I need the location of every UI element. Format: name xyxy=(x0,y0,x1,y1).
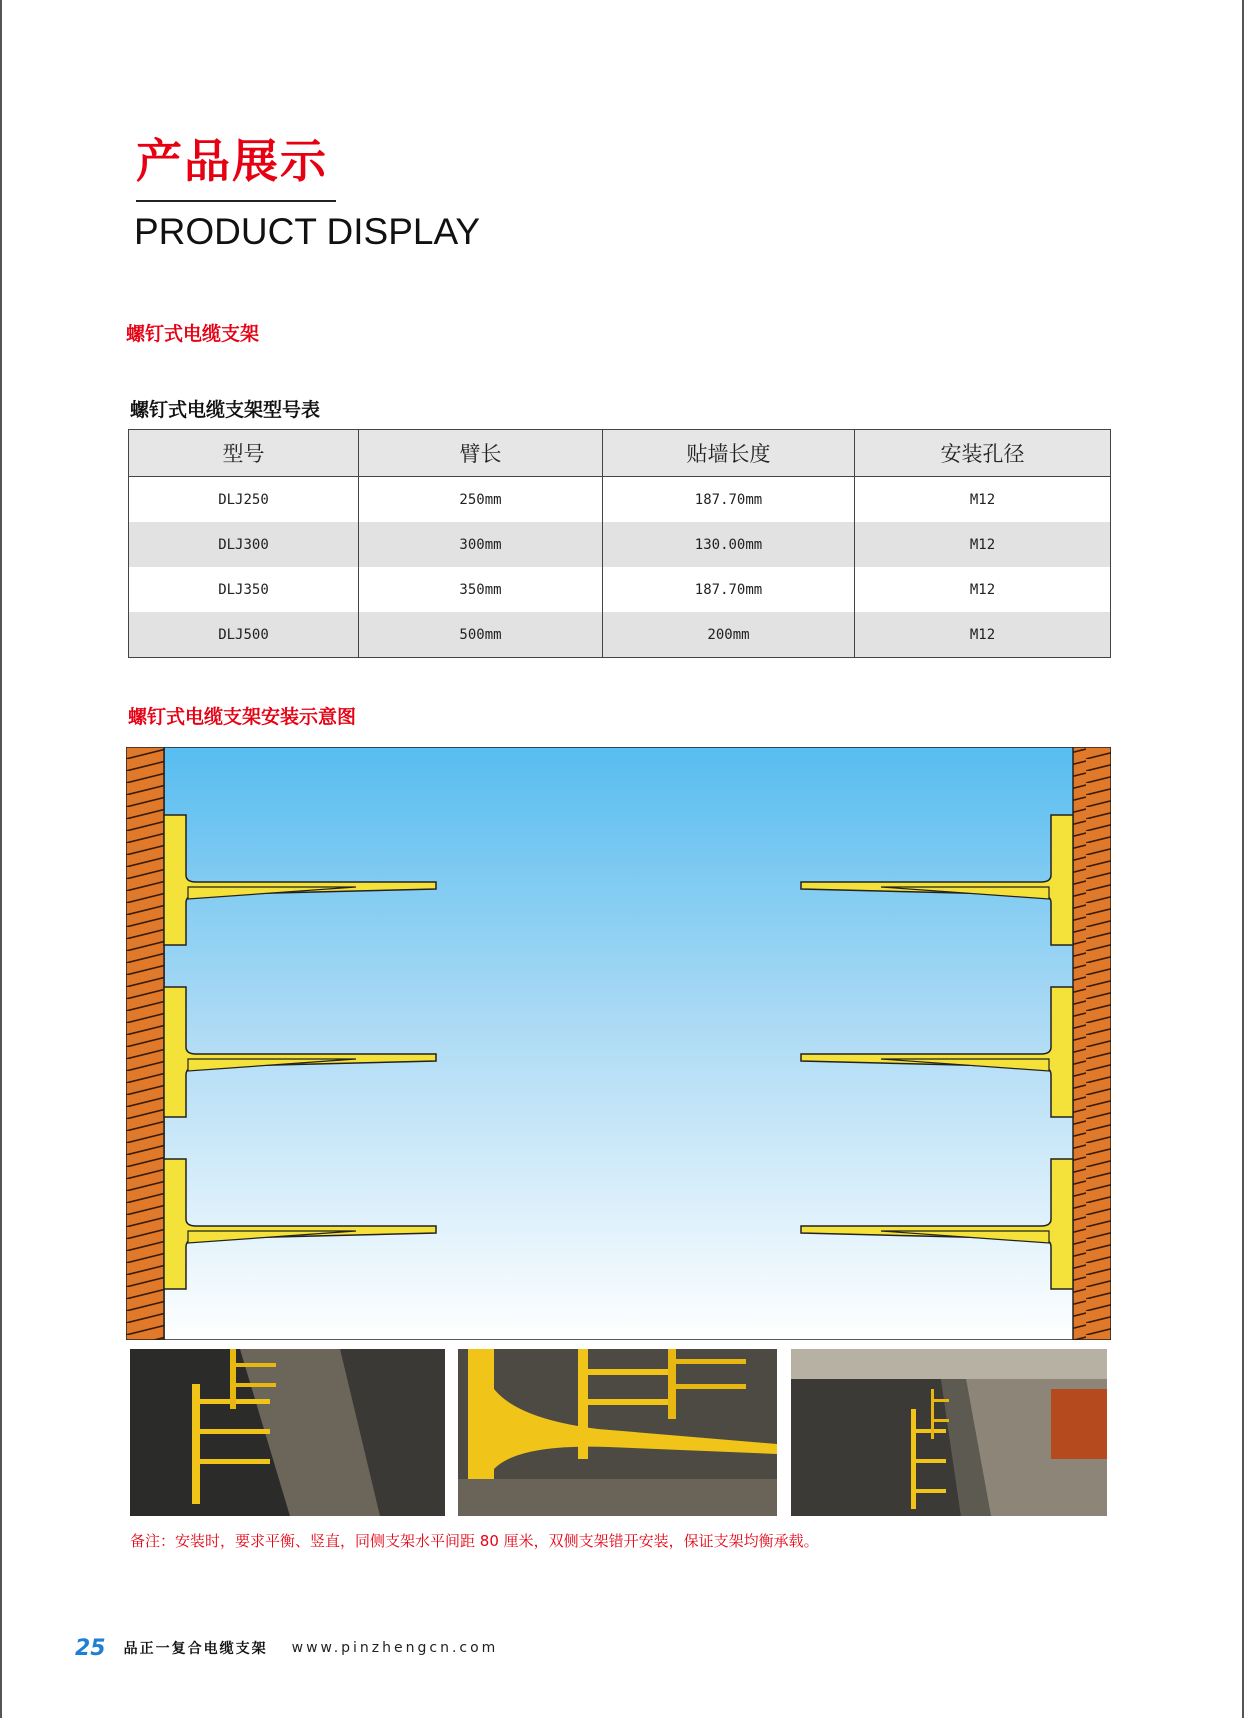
page-title-cn: 产品展示 xyxy=(136,134,328,188)
page-number: 25 xyxy=(75,1635,106,1661)
cell-hole-size: M12 xyxy=(855,477,1111,523)
footer-website: www.pinzhengcn.com xyxy=(291,1640,499,1656)
diagram-title: 螺钉式电缆支架安装示意图 xyxy=(128,706,357,728)
cell-hole-size: M12 xyxy=(855,567,1111,612)
cell-wall-length: 187.70mm xyxy=(603,477,855,523)
cell-hole-size: M12 xyxy=(855,612,1111,658)
cell-arm-length: 350mm xyxy=(359,567,603,612)
cell-wall-length: 130.00mm xyxy=(603,522,855,567)
table-row xyxy=(129,477,1111,523)
right-wall xyxy=(1073,747,1111,1340)
channel-background xyxy=(164,747,1074,1340)
installation-photo-3 xyxy=(791,1349,1107,1516)
cell-model: DLJ300 xyxy=(129,522,359,567)
cell-model: DLJ250 xyxy=(129,477,359,523)
cell-wall-length: 200mm xyxy=(603,612,855,658)
table-row xyxy=(129,567,1111,612)
left-wall xyxy=(126,747,164,1340)
installation-photo-2 xyxy=(458,1349,777,1516)
cell-arm-length: 300mm xyxy=(359,522,603,567)
header-hole-size: 安装孔径 xyxy=(855,430,1111,477)
page-border-right xyxy=(1242,0,1244,1718)
header-wall-length: 贴墙长度 xyxy=(603,430,855,477)
cell-arm-length: 250mm xyxy=(359,477,603,523)
page-border-left xyxy=(0,0,2,1718)
installation-diagram xyxy=(126,747,1111,1340)
header-model: 型号 xyxy=(129,430,359,477)
installation-note: 备注：安装时，要求平衡、竖直，同侧支架水平间距 80 厘米，双侧支架错开安装，保证支架均衡承载。 xyxy=(130,1532,819,1550)
cell-model: DLJ350 xyxy=(129,567,359,612)
spec-table xyxy=(128,429,1111,658)
cell-model: DLJ500 xyxy=(129,612,359,658)
header-arm-length: 臂长 xyxy=(359,430,603,477)
cell-hole-size: M12 xyxy=(855,522,1111,567)
cell-wall-length: 187.70mm xyxy=(603,567,855,612)
footer-brand: 品正一复合电缆支架 xyxy=(123,1641,268,1657)
installation-photo-1 xyxy=(130,1349,445,1516)
table-row xyxy=(129,612,1111,658)
page-footer xyxy=(75,1633,498,1663)
page-title-en: PRODUCT DISPLAY xyxy=(134,211,481,252)
table-row xyxy=(129,522,1111,567)
table-title: 螺钉式电缆支架型号表 xyxy=(130,399,321,421)
title-underline xyxy=(136,200,336,202)
cell-arm-length: 500mm xyxy=(359,612,603,658)
table-header-row xyxy=(129,430,1111,477)
section-title: 螺钉式电缆支架 xyxy=(126,323,260,345)
